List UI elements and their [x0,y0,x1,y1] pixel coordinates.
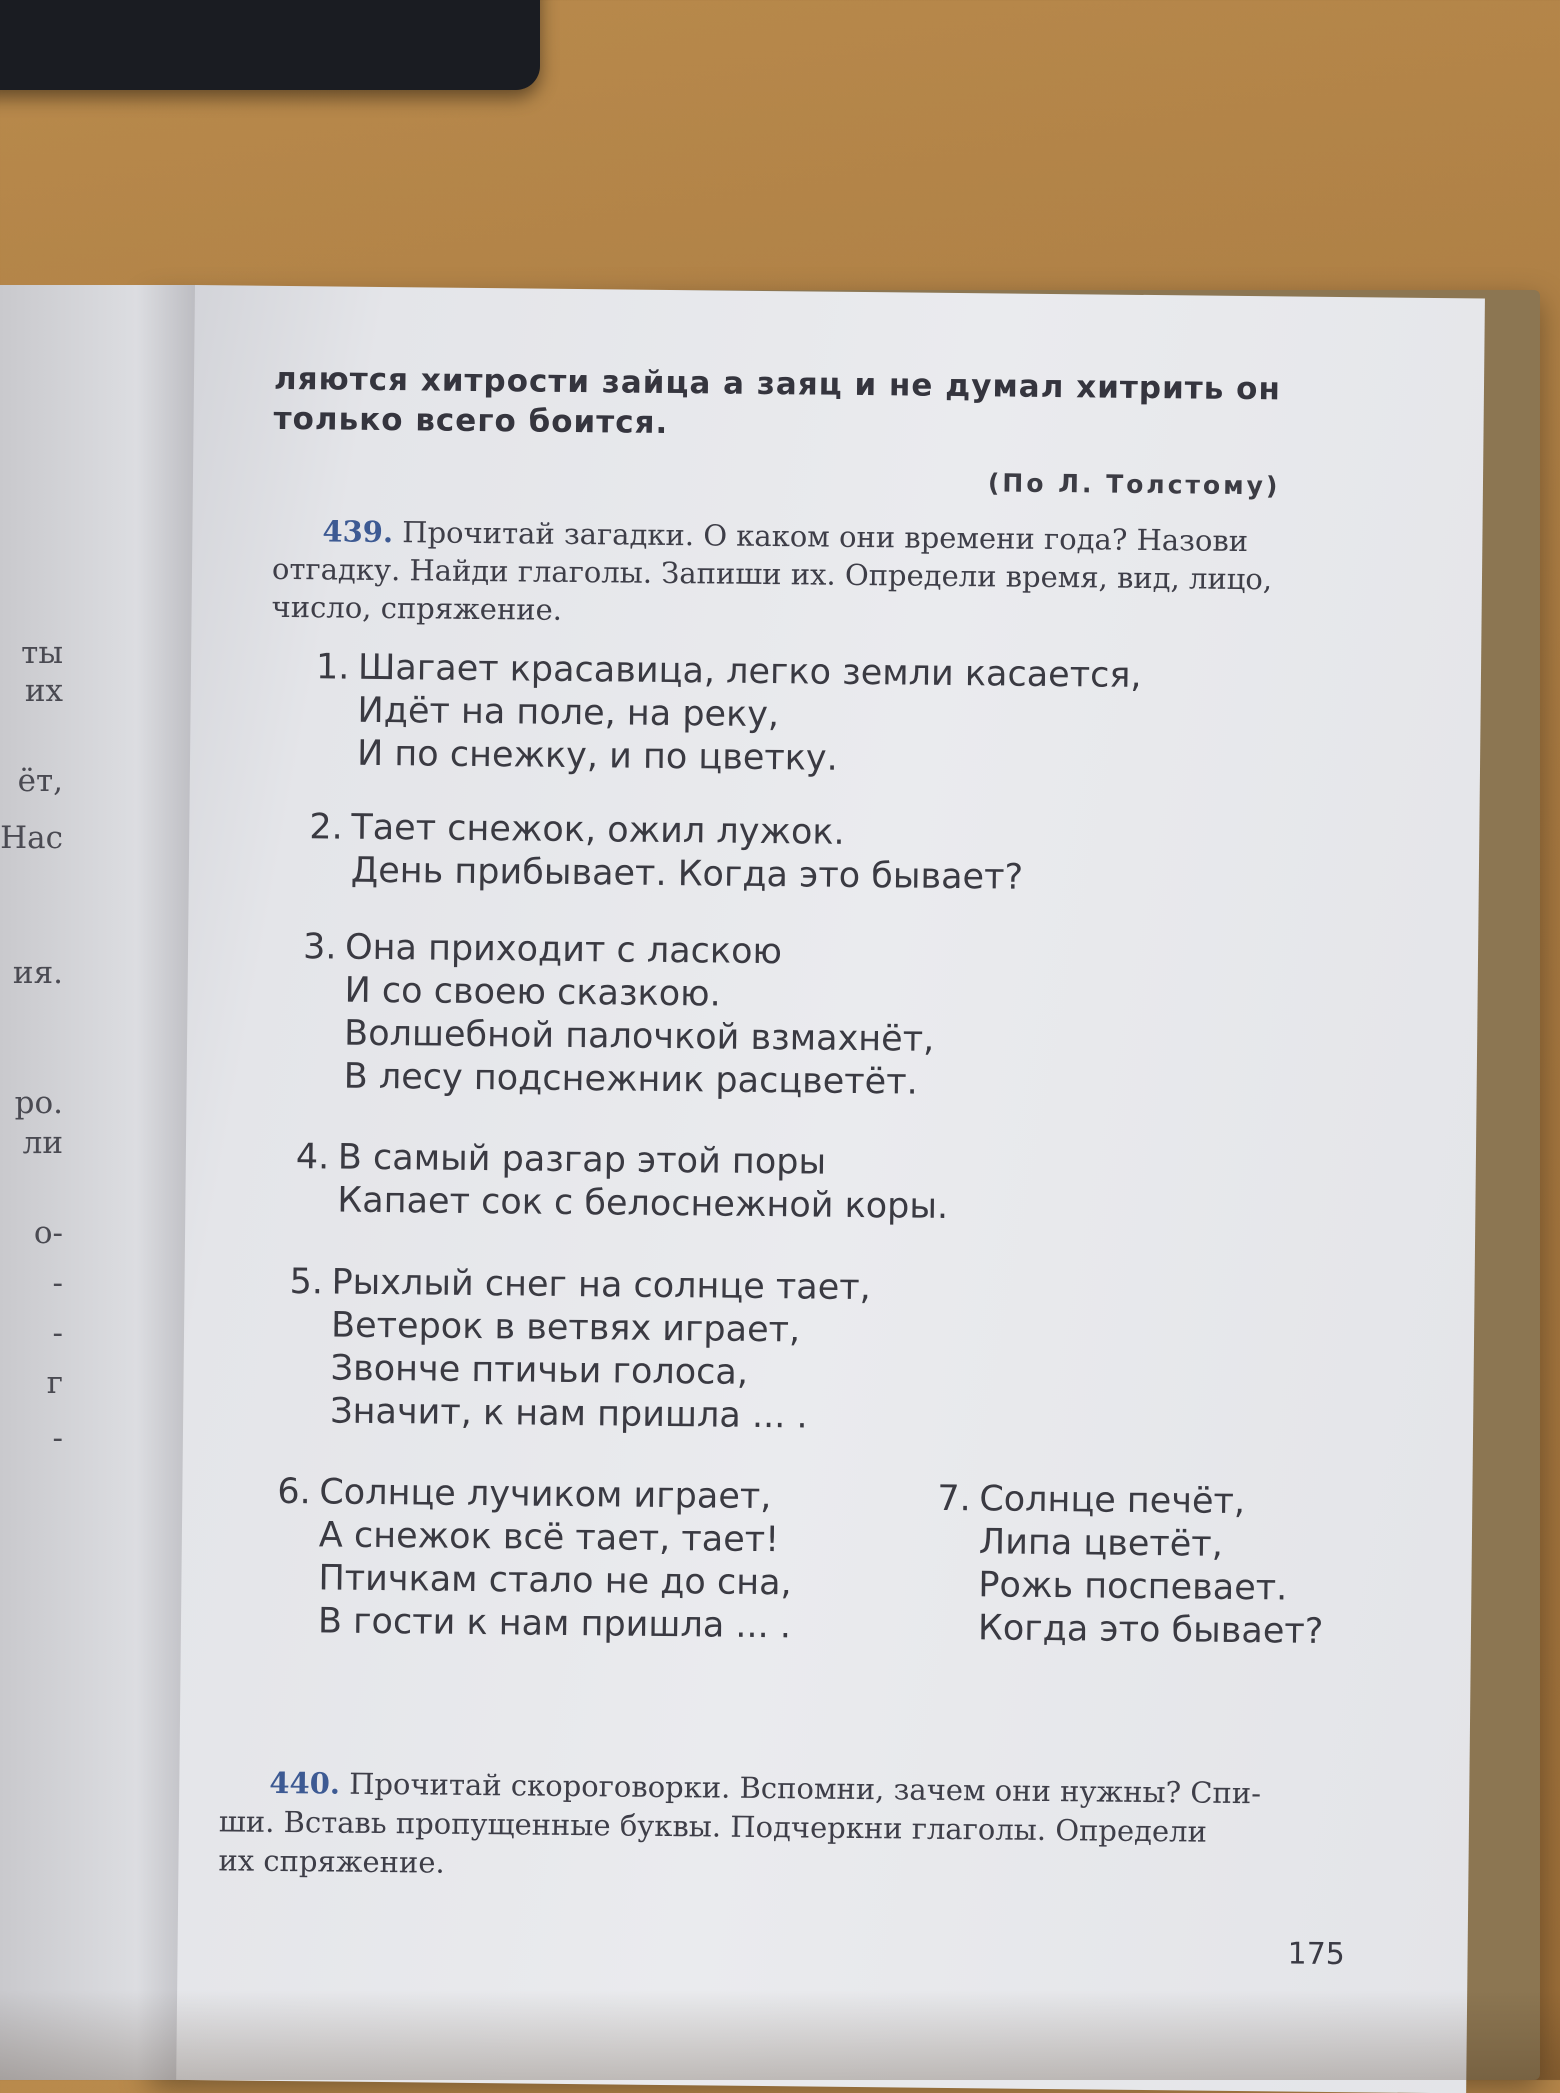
riddle-line: Солнце лучиком играет, [319,1472,772,1518]
exercise-number: 439. [322,514,394,550]
riddle-number: 3. [302,927,337,968]
riddle-line: День прибывает. Когда это бывает? [350,850,1024,898]
riddle-line: Капает сок с белоснежной коры. [337,1180,949,1227]
riddle-6 [276,1471,793,1648]
exercise-text: Прочитай загадки. О каком они времени года? Назови [402,515,1249,559]
riddle-line: Значит, к нам пришла ... . [330,1391,808,1437]
exercise-439-line-2: отгадку. Найди глаголы. Запиши их. Определи время, вид, лицо, [271,551,1273,597]
left-page [0,285,195,2080]
riddle-3 [301,926,935,1105]
riddle-line: Когда это бывает? [977,1608,1324,1652]
riddle-line: В самый разгар этой поры [337,1137,827,1183]
exercise-440-line-2: ши. Вставь пропущенные буквы. Подчеркни глаголы. Определи [218,1804,1208,1849]
source-attribution: (По Л. Толстому) [987,468,1281,501]
riddle-line: Солнце печёт, [979,1479,1246,1523]
riddle-line: И по снежку, и по цветку. [356,733,838,779]
riddle-line: В гости к нам пришла ... . [317,1601,792,1647]
riddle-line: И со своею сказкою. [344,970,721,1015]
left-fragment: ли [22,1125,63,1161]
left-fragment: их [24,673,63,709]
riddle-line: Шагает красавица, легко земли касается, [357,647,1142,696]
left-fragment: ты [21,635,63,671]
riddle-line: А снежок всё тает, тает! [318,1515,780,1561]
left-fragment: ро. [14,1085,63,1121]
left-fragment: о- [33,1215,63,1251]
riddle-line: Липа цветёт, [978,1522,1224,1565]
left-fragment: г [46,1365,63,1401]
top-line-1: ляются хитрости зайца а заяц и не думал хитрить он [273,360,1282,408]
riddle-line: Рыхлый снег на солнце тает, [331,1262,871,1309]
exercise-440-line-3: их спряжение. [218,1843,445,1880]
riddle-number: 1. [315,647,350,688]
riddle-2 [309,806,1024,899]
phone-device-corner [0,0,540,90]
exercise-number: 440. [269,1765,341,1801]
riddle-line: Рожь поспевает. [978,1565,1288,1609]
left-fragment: - [52,1265,63,1301]
riddle-number: 7. [937,1478,971,1520]
riddle-line: Ветерок в ветвях играет, [330,1305,801,1351]
page-number: 175 [1287,1936,1346,1973]
riddle-line: В лесу подснежник расцветёт. [343,1056,918,1103]
exercise-440-line-1 [269,1766,1261,1810]
riddle-line: Волшебной палочкой взмахнёт, [343,1013,935,1060]
riddle-number: 2. [309,807,343,848]
left-fragment: - [52,1420,63,1456]
riddle-line: Идёт на поле, на реку, [357,690,780,736]
exercise-439-line-1 [322,514,1248,558]
riddle-7 [936,1478,1325,1654]
left-fragment: ия. [12,955,63,991]
riddle-line: Звонче птичьи голоса, [330,1348,749,1393]
riddle-4 [295,1136,949,1229]
riddle-line: Птичкам стало не до сна, [318,1558,792,1604]
exercise-439-line-3: число, спряжение. [271,589,563,627]
left-fragment: ёт, [17,763,63,799]
riddle-line: Она приходит с ласкою [344,927,783,973]
textbook-page [176,285,1485,2093]
riddle-number: 5. [289,1262,324,1303]
riddle-line: Тает снежок, ожил лужок. [351,807,845,853]
riddle-5 [288,1261,871,1439]
riddle-1 [315,646,1142,784]
riddle-number: 6. [277,1471,311,1513]
left-fragment: - [52,1315,63,1351]
riddle-number: 4. [295,1137,330,1178]
exercise-text: Прочитай скороговорки. Вспомни, зачем они нужны? Спи- [348,1766,1262,1811]
left-fragment: Нас [0,820,63,856]
top-line-2: только всего боится. [273,400,669,441]
